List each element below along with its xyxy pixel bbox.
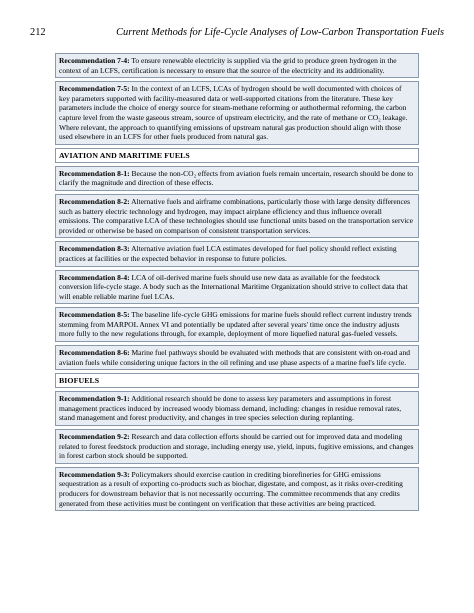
running-title: Current Methods for Life-Cycle Analyses of Low-Carbon Transportation Fuels [116, 27, 444, 38]
recommendation-text: Marine fuel pathways should be evaluated with methods that are consistent with on-road and aviation fuels while considering unique factors in the oil refining and use phase aspects of a marine fuel's life cycle. [59, 348, 410, 367]
recommendation-label: Recommendation 9-2: [59, 432, 130, 442]
recommendation-text: Because the non-CO₂ effects from aviation fuels remain uncertain, research should be done to clarify the magnitude and direction of these effects. [59, 168, 414, 188]
recommendation-label: Recommendation 9-1: [59, 394, 130, 404]
recommendation-text: Alternative aviation fuel LCA estimates developed for fuel policy should reflect existing practices at facilities or the expected behavior in response to future policies. [59, 244, 397, 263]
recommendations-list [55, 53, 419, 514]
recommendation-label: Recommendation 8-2: [59, 196, 130, 206]
recommendation-8-1 [55, 166, 419, 191]
recommendation-9-3 [55, 467, 419, 511]
recommendation-text: Additional research should be done to assess key parameters and assumptions in forest management practices induced by increased woody biomass demand, including: changes in residue removal rates, stand management and forest productivity, and changes in tree species selection during replanting. [59, 394, 402, 423]
recommendation-text: The baseline life-cycle GHG emissions for marine fuels should reflect current industry trends stemming from MARPOL Annex VI and potentially be updated after several years' time once the industry adjusts more fully to the new regulations through, for example, deployment of more liquefied natural gas-fueled vessels. [59, 310, 412, 339]
recommendation-9-1 [55, 391, 419, 426]
recommendation-label: Recommendation 8-4: [59, 272, 130, 282]
section-heading-biofuels: BIOFUELS [55, 373, 419, 388]
page-number: 212 [30, 27, 46, 38]
recommendation-text: To ensure renewable electricity is supplied via the grid to produce green hydrogen in the context of an LCFS, certification is necessary to ensure that the source of the electricity and its additionality. [59, 56, 397, 75]
recommendation-label: Recommendation 8-5: [59, 310, 130, 320]
recommendation-label: Recommendation 9-3: [59, 469, 130, 479]
recommendation-9-2 [55, 429, 419, 464]
recommendation-label: Recommendation 7-4: [59, 56, 130, 65]
recommendation-7-4 [55, 53, 419, 78]
section-heading-aviation-maritime: AVIATION AND MARITIME FUELS [55, 148, 419, 163]
recommendation-label: Recommendation 8-1: [59, 168, 130, 178]
recommendation-8-5 [55, 307, 419, 342]
recommendation-label: Recommendation 7-5: [59, 84, 130, 94]
recommendation-label: Recommendation 8-6: [59, 348, 130, 358]
recommendation-8-4 [55, 270, 419, 305]
recommendation-text: Policymakers should exercise caution in crediting biorefineries for GHG emissions sequestration as a result of exporting co-products such as biochar, digestate, and compost, as it risks over-crediting producers for downstream behavior that is not necessarily occurring. The committee recommends that any credits generated from these activities must be contingent on verification that these activities are being practiced. [59, 469, 403, 508]
recommendation-7-5 [55, 81, 419, 145]
recommendation-text: Alternative fuels and airframe combinations, particularly those with large density differences such as battery electric technology and hydrogen, may impact airplane efficiency and thus influence overall emissions. The comparative LCA of these technologies should use functional units based on the transportation service provided or otherwise be based on comparison of consistent transportation services. [59, 196, 413, 235]
recommendation-text: In the context of an LCFS, LCAs of hydrogen should be well documented with choices of key parameters supported with facility-measured data or well-supported citations from the literature. These key parameters include the choice of energy source for steam-methane reforming or authothermal reforming, the carbon capture level from the waste gaseous stream, source of upstream electricity, and the rate of methane or CO₂ leakage. Where relevant, the approach to quantifying emissions of upstream natural gas production should align with those used elsewhere in an LCFS for other fuels produced from natural gas. [59, 84, 408, 142]
recommendation-text: Research and data collection efforts should be carried out for improved data and modeling related to forest feedstock production and storage, including energy use, yield, inputs, fugitive emissions, and changes in forest carbon stock should be supported. [59, 432, 414, 461]
recommendation-label: Recommendation 8-3: [59, 244, 130, 254]
recommendation-8-2 [55, 194, 419, 238]
page-header [30, 27, 444, 41]
recommendation-8-3 [55, 241, 419, 266]
recommendation-text: LCA of oil-derived marine fuels should use new data as available for the feedstock conversion life-cycle stage. A body such as the International Maritime Organization should strive to collect data that will enable reliable marine fuel LCAs. [59, 272, 408, 301]
recommendation-8-6 [55, 345, 419, 370]
